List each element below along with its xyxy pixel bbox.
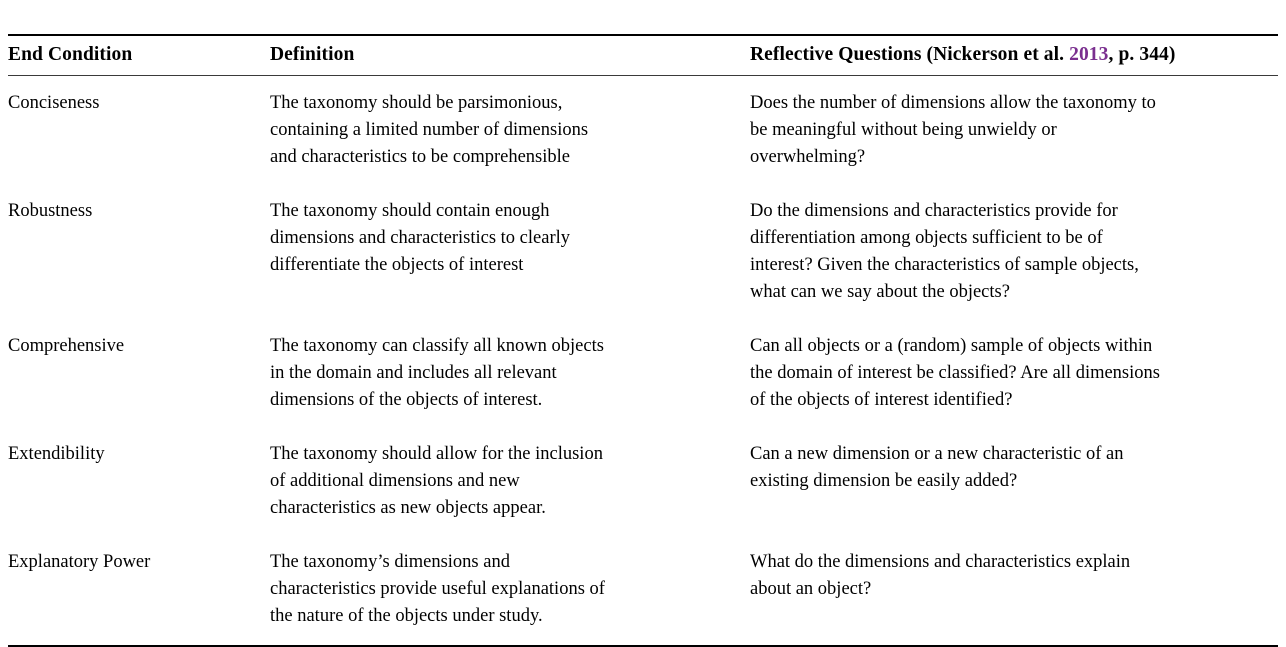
cell-definition (270, 184, 750, 319)
definition-line: dimensions and characteristics to clearly (270, 228, 571, 249)
table-header-row (8, 35, 1278, 76)
end-conditions-table (8, 34, 1278, 647)
question-line: Can all objects or a (random) sample of objects within (750, 336, 1153, 357)
question-line: overwhelming? (750, 147, 866, 168)
column-header-reflective-questions (750, 35, 1278, 76)
table-body (8, 76, 1278, 647)
definition-line: containing a limited number of dimensions (270, 120, 589, 141)
cell-end-condition: Comprehensive (8, 336, 125, 357)
question-line: Can a new dimension or a new characteristic of an (750, 444, 1124, 465)
column-header-questions-suffix: , p. 344) (1108, 44, 1176, 65)
definition-line: of additional dimensions and new (270, 471, 520, 492)
cell-reflective-question (750, 427, 1278, 535)
cell-reflective-question (750, 76, 1278, 185)
column-header-definition: Definition (270, 35, 750, 76)
question-line: the domain of interest be classified? Are all dimensions (750, 363, 1160, 384)
definition-line: The taxonomy should contain enough (270, 201, 550, 222)
table-row (8, 427, 1278, 535)
question-line: Does the number of dimensions allow the taxonomy to (750, 93, 1156, 114)
definition-line: differentiate the objects of interest (270, 255, 524, 276)
cell-end-condition: Explanatory Power (8, 535, 270, 646)
definition-line: The taxonomy should allow for the inclusion (270, 444, 603, 465)
column-header-questions-prefix: Reflective Questions (Nickerson et al. (750, 44, 1070, 65)
question-line: What do the dimensions and characteristics explain (750, 552, 1131, 573)
cell-definition (270, 319, 750, 427)
column-header-end-condition: End Condition (8, 35, 270, 76)
table-row (8, 319, 1278, 427)
question-line: differentiation among objects sufficient to be of (750, 228, 1103, 249)
definition-line: The taxonomy’s dimensions and (270, 552, 510, 573)
cell-definition (270, 76, 750, 185)
definition-line: The taxonomy can classify all known objects (270, 336, 604, 357)
question-line: of the objects of interest identified? (750, 390, 1013, 411)
definition-line: in the domain and includes all relevant (270, 363, 557, 384)
question-line: existing dimension be easily added? (750, 471, 1018, 492)
table-row (8, 76, 1278, 185)
definition-line: the nature of the objects under study. (270, 606, 543, 627)
question-line: what can we say about the objects? (750, 282, 1010, 303)
definition-line: characteristics provide useful explanations of (270, 579, 605, 600)
definition-line: and characteristics to be comprehensible (270, 147, 570, 168)
cell-reflective-question (750, 535, 1278, 646)
cell-reflective-question (750, 319, 1278, 427)
question-line: interest? Given the characteristics of sample objects, (750, 255, 1139, 276)
citation-link-2013[interactable]: 2013 (1069, 44, 1109, 65)
cell-definition (270, 535, 750, 646)
table-row (8, 184, 1278, 319)
cell-end-condition: Extendibility (8, 444, 105, 465)
question-line: Do the dimensions and characteristics provide for (750, 201, 1118, 222)
question-line: be meaningful without being unwieldy or (750, 120, 1057, 141)
cell-end-condition: Conciseness (8, 93, 100, 114)
definition-line: dimensions of the objects of interest. (270, 390, 543, 411)
definition-line: The taxonomy should be parsimonious, (270, 93, 563, 114)
table-container (8, 34, 1278, 647)
table-header (8, 35, 1278, 76)
question-line: about an object? (750, 579, 872, 600)
table-row (8, 535, 1278, 646)
definition-line: characteristics as new objects appear. (270, 498, 546, 519)
cell-reflective-question (750, 184, 1278, 319)
cell-definition (270, 427, 750, 535)
cell-end-condition: Robustness (8, 201, 93, 222)
